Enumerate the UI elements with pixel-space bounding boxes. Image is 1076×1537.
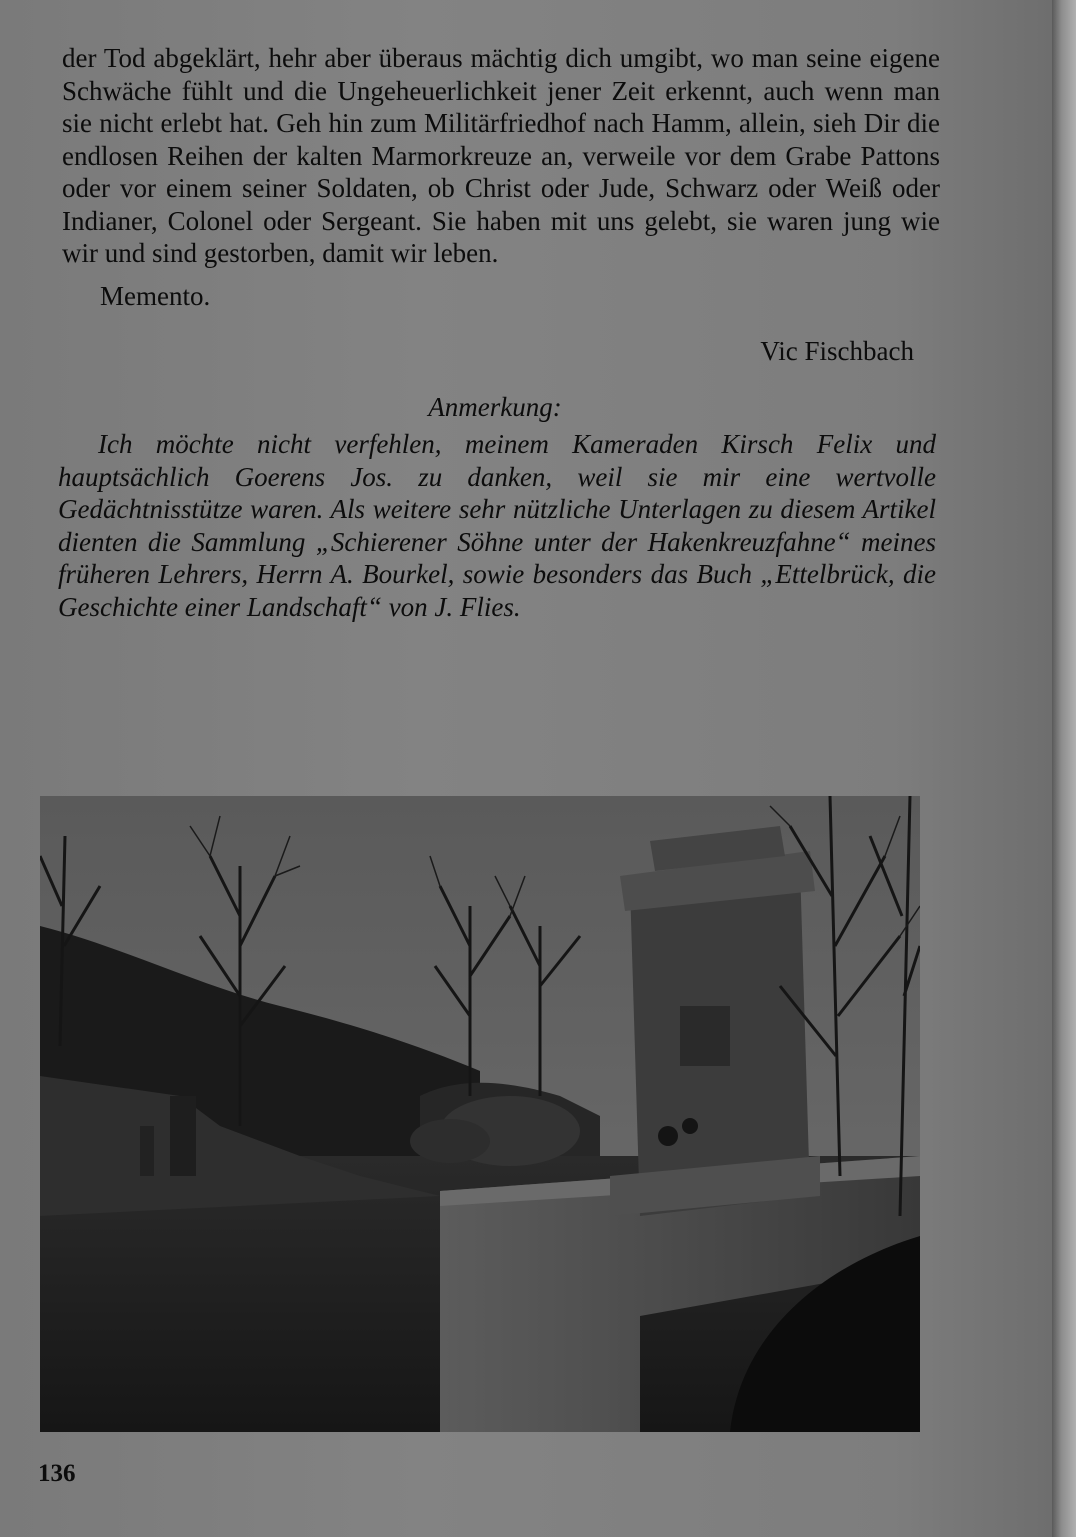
closing-line: Memento.	[100, 281, 211, 311]
note-text: Ich möchte nicht verfehlen, meinem Kameraden Kirsch Felix und hauptsächlich Goerens Jos. zu danken, weil sie mir eine wertvolle Gedächtnisstütze waren. Als weitere sehr nützliche Unterlagen zu diesem Artikel dienten die Sammlung „Schierener Söhne unter der Hakenkreuzfahne“ meines früheren Lehrers, Herrn A. Bourkel, sowie besonders das Buch „Ettelbrück, die Geschichte einer Landschaft“ von J. Flies.	[58, 429, 936, 622]
article-paragraph: der Tod abgeklärt, hehr aber überaus mächtig dich umgibt, wo man seine eigene Schwäche fühlt und die Ungeheuerlichkeit jener Zeit erkennt, auch wenn man sie nicht erlebt hat. Geh hin zum Militärfriedhof nach Hamm, allein, sieh Dir die endlosen Reihen der kalten Marmorkreuze an, verweile vor dem Grabe Pattons oder vor einem seiner Soldaten, ob Christ oder Jude, Schwarz oder Weiß oder Indianer, Colonel oder Sergeant. Sie haben mit uns gelebt, sie waren jung wie wir und sind gestorben, damit wir leben.	[62, 43, 940, 268]
page-edge	[1052, 0, 1076, 1537]
author-name: Vic Fischbach	[760, 336, 914, 366]
bridge-photo-illustration	[40, 796, 920, 1432]
bridge-photograph	[40, 796, 920, 1432]
page-number: 136	[38, 1460, 76, 1487]
note-heading: Anmerkung:	[428, 392, 562, 422]
